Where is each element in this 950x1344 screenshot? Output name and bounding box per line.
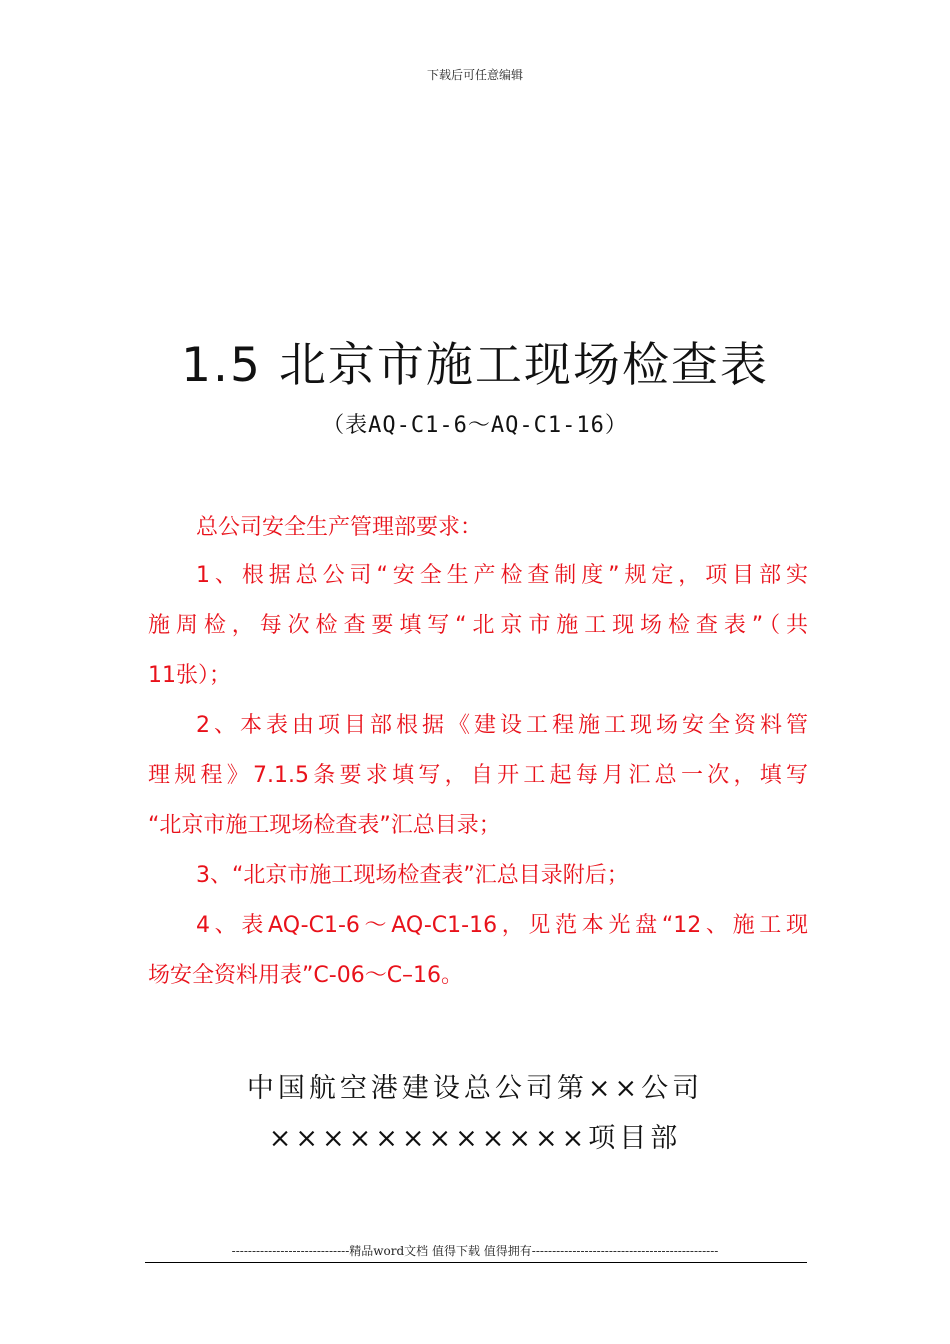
requirement-line: 1、根据总公司“安全生产检查制度”规定，项目部实 bbox=[196, 563, 808, 588]
requirements-heading: 总公司安全生产管理部要求： bbox=[196, 515, 483, 540]
page-footer: -----------------------------精品word文档 值得下载 值得拥有---------------------------------------------- bbox=[231, 1244, 719, 1258]
company-name: 中国航空港建设总公司第××公司 bbox=[246, 1073, 704, 1104]
requirement-line: 2、本表由项目部根据《建设工程施工现场安全资料管 bbox=[196, 713, 808, 738]
requirement-line: 理规程》7.1.5条要求填写，自开工起每月汇总一次，填写 bbox=[148, 763, 808, 788]
project-department: ××××××××××××项目部 bbox=[268, 1123, 682, 1154]
document-title: 1.5 北京市施工现场检查表 bbox=[181, 338, 769, 393]
document-subtitle: （表AQ-C1-6～AQ-C1-16） bbox=[322, 413, 628, 438]
requirement-line: 3、“北京市施工现场检查表”汇总目录附后； bbox=[196, 863, 629, 888]
requirement-line: 4、表AQ-C1-6～AQ-C1-16，见范本光盘“12、施工现 bbox=[196, 913, 808, 938]
page-header: 下载后可任意编辑 bbox=[426, 68, 523, 82]
footer-divider bbox=[145, 1262, 807, 1263]
requirement-line: 11张）； bbox=[148, 663, 231, 688]
requirement-line: 施周检，每次检查要填写“北京市施工现场检查表”（共 bbox=[148, 613, 808, 638]
requirement-line: “北京市施工现场检查表”汇总目录； bbox=[148, 813, 501, 838]
requirement-line: 场安全资料用表”C-06～C–16。 bbox=[148, 963, 464, 988]
